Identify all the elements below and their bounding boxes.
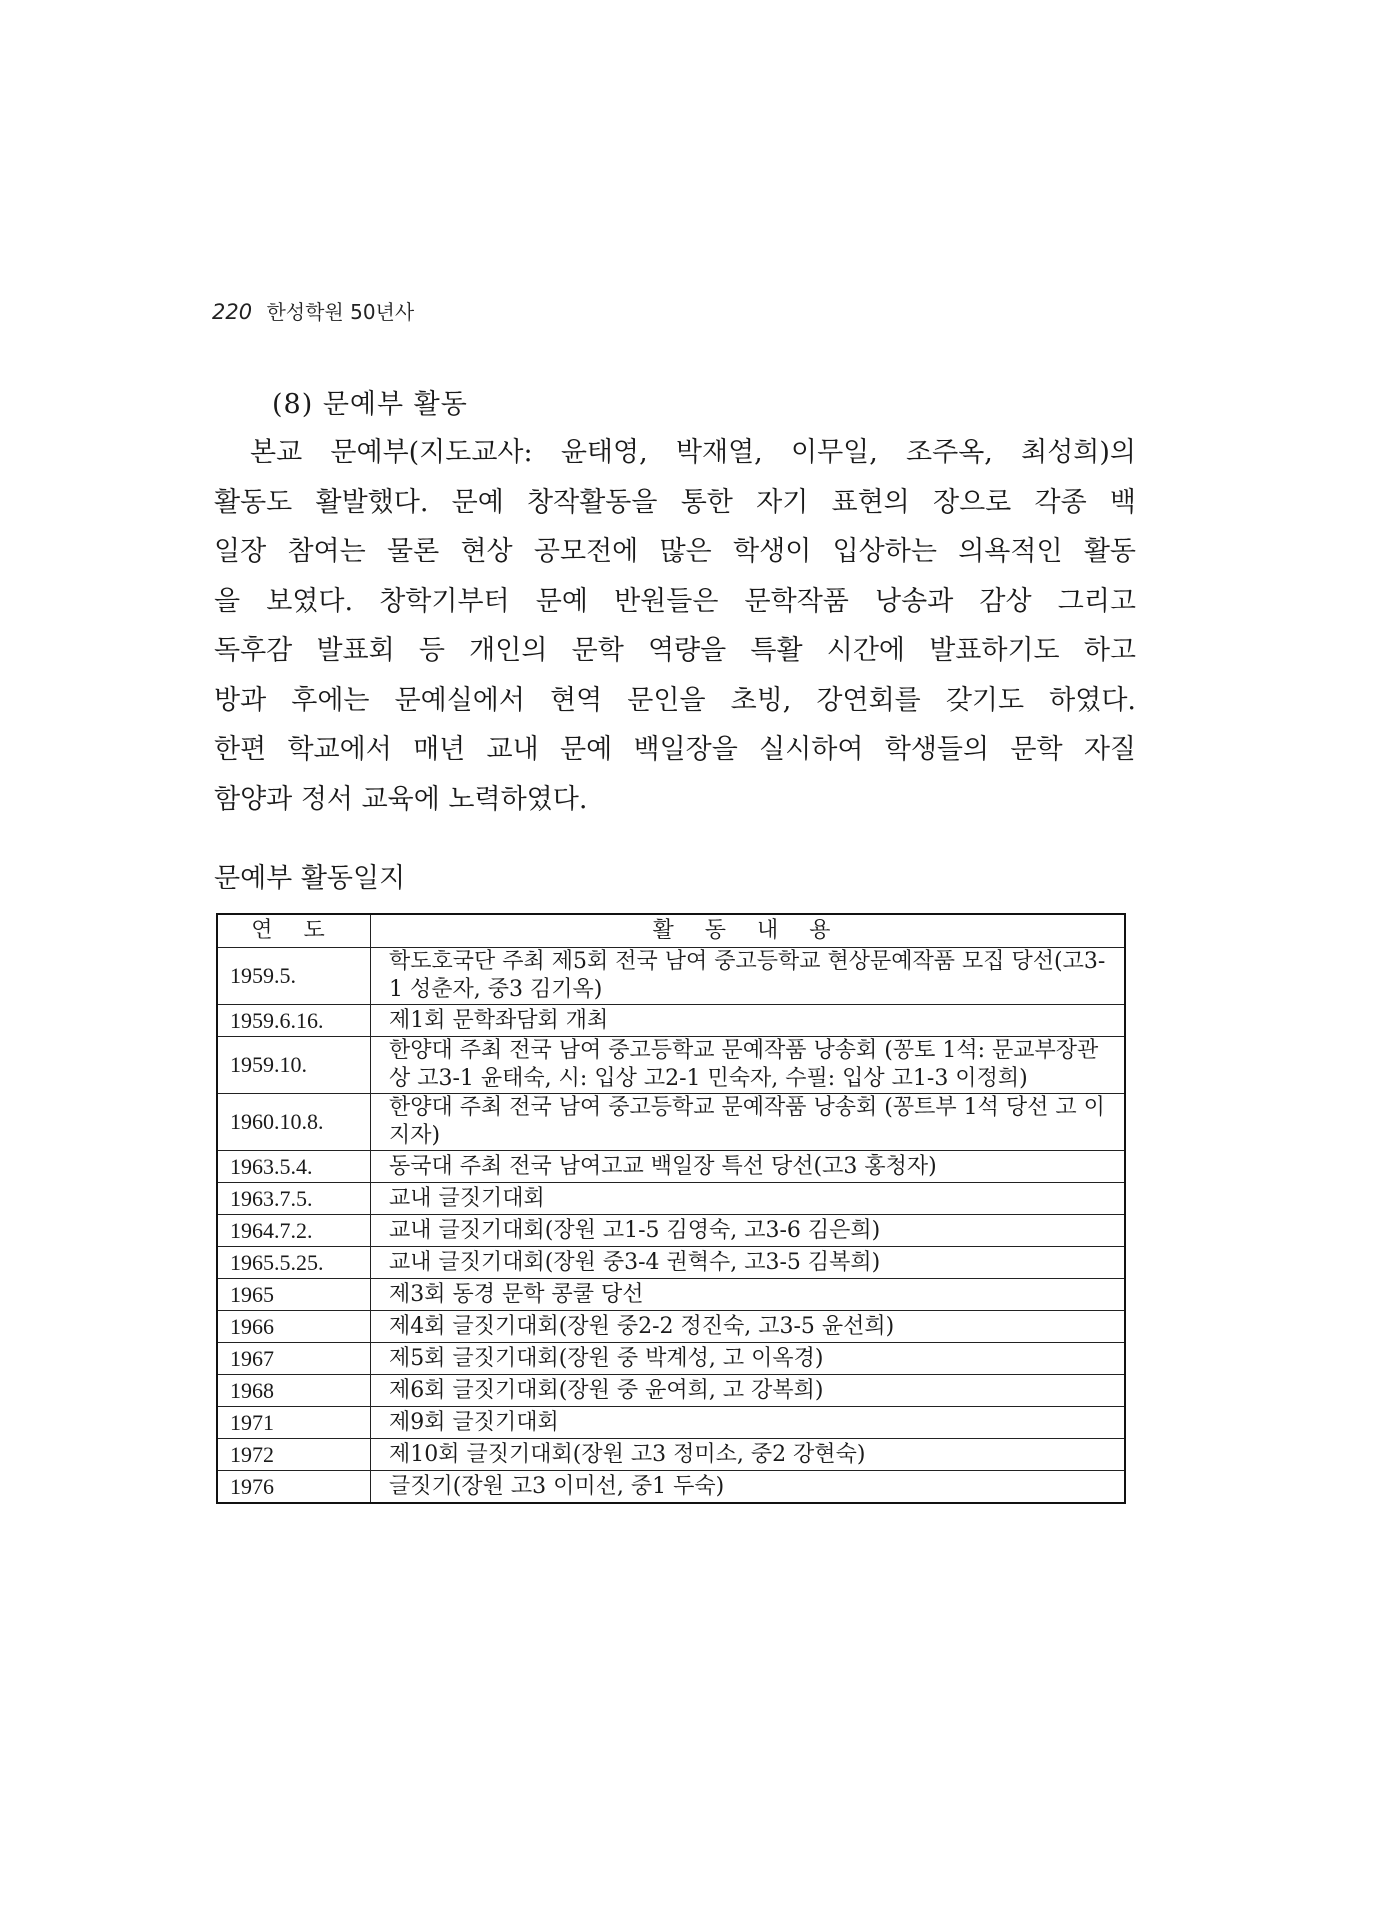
content-cell: 글짓기(장원 고3 이미선, 중1 두숙) [371, 1471, 1126, 1504]
table-row [217, 1439, 1125, 1471]
table-caption: 문예부 활동일지 [214, 863, 406, 894]
content-cell: 학도호국단 주최 제5회 전국 남여 중고등학교 현상문예작품 모집 당선(고3-1 성춘자, 중3 김기옥) [371, 948, 1126, 1005]
content-cell: 제9회 글짓기대회 [371, 1407, 1126, 1439]
content-cell: 교내 글짓기대회(장원 고1-5 김영숙, 고3-6 김은희) [371, 1215, 1126, 1247]
table-row [217, 1471, 1125, 1504]
content-cell: 제4회 글짓기대회(장원 중2-2 정진숙, 고3-5 윤선희) [371, 1311, 1126, 1343]
table-row [217, 1375, 1125, 1407]
section-heading: (8) 문예부 활동 [272, 389, 468, 420]
table-row [217, 1311, 1125, 1343]
table-header-row [217, 914, 1125, 948]
year-cell: 1965 [217, 1279, 371, 1311]
table-row [217, 1279, 1125, 1311]
table-row [217, 1005, 1125, 1037]
table-row [217, 1343, 1125, 1375]
content-cell: 동국대 주최 전국 남여고교 백일장 특선 당선(고3 홍청자) [371, 1151, 1126, 1183]
paragraph-line: 방과 후에는 문예실에서 현역 문인을 초빙, 강연회를 갖기도 하였다. [214, 684, 1136, 716]
content-cell: 한양대 주최 전국 남여 중고등학교 문예작품 낭송회 (꽁토 1석: 문교부장관상 고3-1 윤태숙, 시: 입상 고2-1 민숙자, 수필: 입상 고1-3 이정희) [371, 1037, 1126, 1094]
year-cell: 1959.6.16. [217, 1005, 371, 1037]
table-row [217, 1037, 1125, 1094]
paragraph-line: 을 보였다. 창학기부터 문예 반원들은 문학작품 낭송과 감상 그리고 [214, 585, 1136, 617]
table-row [217, 1215, 1125, 1247]
paragraph-line: 독후감 발표회 등 개인의 문학 역량을 특활 시간에 발표하기도 하고 [214, 635, 1136, 666]
table-row [217, 1151, 1125, 1183]
content-cell: 제6회 글짓기대회(장원 중 윤여희, 고 강복희) [371, 1375, 1126, 1407]
paragraph-line: 한편 학교에서 매년 교내 문예 백일장을 실시하여 학생들의 문학 자질 [214, 734, 1136, 765]
page-header [212, 296, 414, 325]
content-cell: 제5회 글짓기대회(장원 중 박계성, 고 이옥경) [371, 1343, 1126, 1375]
table-row [217, 1407, 1125, 1439]
table-row [217, 948, 1125, 1005]
page-number: 220 [212, 300, 253, 324]
content-cell: 한양대 주최 전국 남여 중고등학교 문예작품 낭송회 (꽁트부 1석 당선 고 이지자) [371, 1094, 1126, 1151]
table-row [217, 1247, 1125, 1279]
year-cell: 1963.7.5. [217, 1183, 371, 1215]
table-row [217, 1183, 1125, 1215]
year-cell: 1967 [217, 1343, 371, 1375]
paragraph-line: 활동도 활발했다. 문예 창작활동을 통한 자기 표현의 장으로 각종 백 [214, 486, 1136, 518]
year-cell: 1959.5. [217, 948, 371, 1005]
content-cell: 제3회 동경 문학 콩쿨 당선 [371, 1279, 1126, 1311]
activity-log-table [216, 913, 1126, 1504]
table-row [217, 1094, 1125, 1151]
header-content: 활 동 내 용 [371, 914, 1126, 948]
year-cell: 1963.5.4. [217, 1151, 371, 1183]
year-cell: 1966 [217, 1311, 371, 1343]
year-cell: 1964.7.2. [217, 1215, 371, 1247]
content-cell: 제10회 글짓기대회(장원 고3 정미소, 중2 강현숙) [371, 1439, 1126, 1471]
year-cell: 1959.10. [217, 1037, 371, 1094]
book-title: 한성학원 50년사 [266, 300, 415, 324]
content-cell: 교내 글짓기대회(장원 중3-4 권혁수, 고3-5 김복희) [371, 1247, 1126, 1279]
year-cell: 1960.10.8. [217, 1094, 371, 1151]
year-cell: 1968 [217, 1375, 371, 1407]
paragraph-line: 함양과 정서 교육에 노력하였다. [214, 783, 588, 815]
year-cell: 1976 [217, 1471, 371, 1504]
paragraph-line: 일장 참여는 물론 현상 공모전에 많은 학생이 입상하는 의욕적인 활동 [214, 536, 1136, 567]
paragraph-line: 본교 문예부(지도교사: 윤태영, 박재열, 이무일, 조주옥, 최성희)의 [250, 437, 1136, 468]
content-cell: 교내 글짓기대회 [371, 1183, 1126, 1215]
year-cell: 1965.5.25. [217, 1247, 371, 1279]
body-paragraph [214, 428, 1136, 824]
year-cell: 1971 [217, 1407, 371, 1439]
year-cell: 1972 [217, 1439, 371, 1471]
content-cell: 제1회 문학좌담회 개최 [371, 1005, 1126, 1037]
header-year: 연 도 [217, 914, 371, 948]
